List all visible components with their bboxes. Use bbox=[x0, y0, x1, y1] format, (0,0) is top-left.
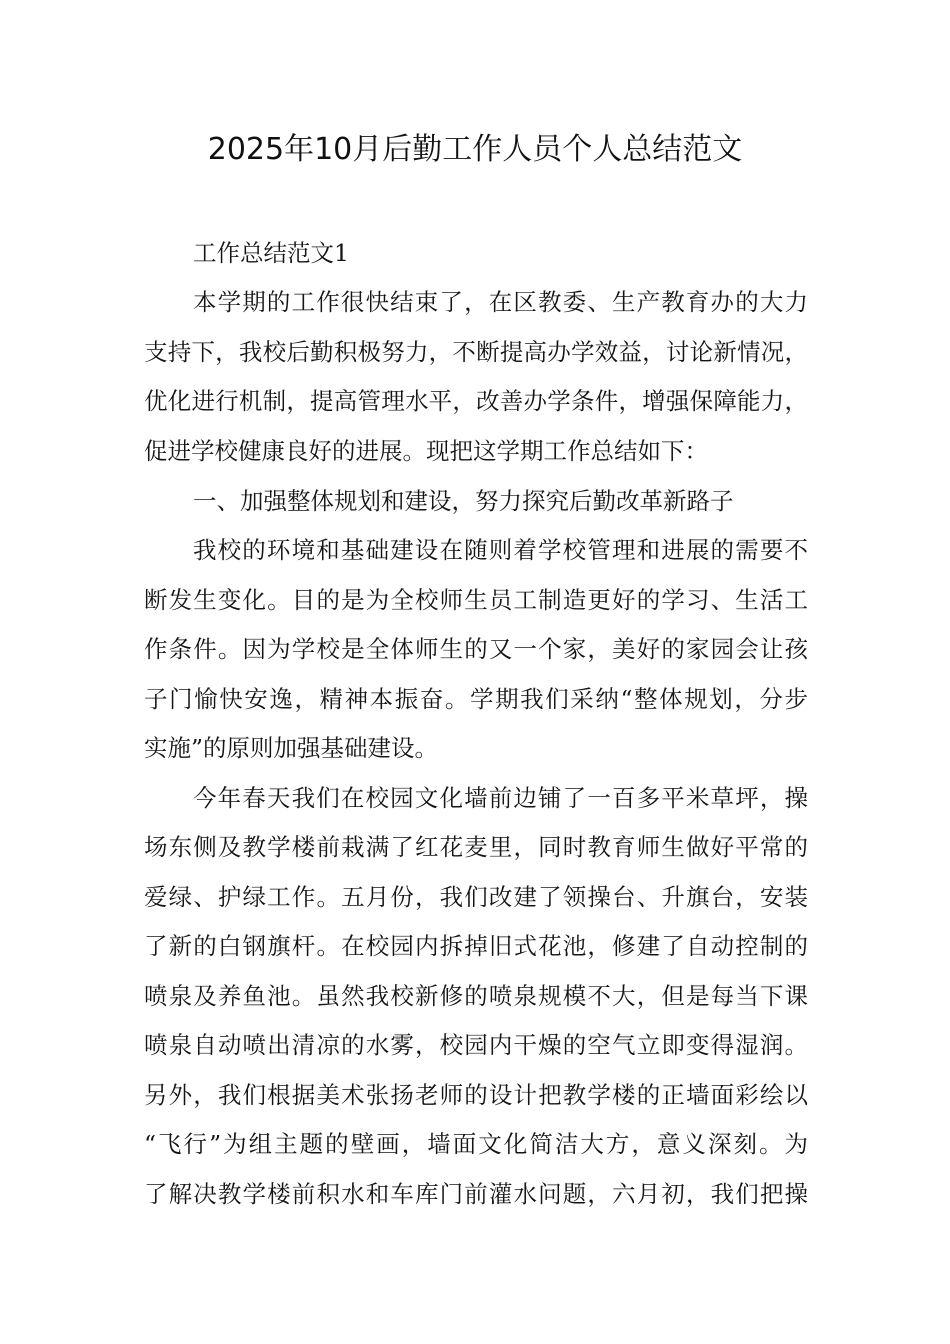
subheading: 一、加强整体规划和建设，努力探究后勤改革新路子 bbox=[193, 487, 734, 515]
paragraph-line: 另外，我们根据美术张扬老师的设计把教学楼的正墙面彩绘以 bbox=[144, 1081, 808, 1109]
paragraph-line: 作条件。因为学校是全体师生的又一个家，美好的家园会让孩 bbox=[144, 635, 808, 663]
paragraph-line: 喷泉及养鱼池。虽然我校新修的喷泉规模不大，但是每当下课 bbox=[144, 982, 808, 1010]
paragraph-line: 实施”的原则加强基础建设。 bbox=[144, 734, 439, 762]
section-heading: 工作总结范文1 bbox=[193, 239, 349, 267]
paragraph-line: 本学期的工作很快结束了，在区教委、生产教育办的大力 bbox=[193, 288, 808, 316]
paragraph-line: 子门愉快安逸，精神本振奋。学期我们采纳“整体规划，分步 bbox=[144, 685, 808, 713]
paragraph-line: 优化进行机制，提高管理水平，改善办学条件，增强保障能力， bbox=[144, 387, 808, 415]
paragraph-line: 我校的环境和基础建设在随则着学校管理和进展的需要不 bbox=[193, 536, 808, 564]
paragraph-line: 促进学校健康良好的进展。现把这学期工作总结如下： bbox=[144, 437, 708, 465]
paragraph-line: 爱绿、护绿工作。五月份，我们改建了领操台、升旗台，安装 bbox=[144, 883, 808, 911]
paragraph-line: “飞行”为组主题的壁画，墙面文化简洁大方，意义深刻。为 bbox=[144, 1130, 808, 1158]
paragraph-line: 喷泉自动喷出清凉的水雾，校园内干燥的空气立即变得湿润。 bbox=[144, 1031, 808, 1059]
paragraph-line: 今年春天我们在校园文化墙前边铺了一百多平米草坪，操 bbox=[193, 784, 808, 812]
paragraph-line: 断发生变化。目的是为全校师生员工制造更好的学习、生活工 bbox=[144, 586, 808, 614]
paragraph-line: 场东侧及教学楼前栽满了红花麦里，同时教育师生做好平常的 bbox=[144, 833, 808, 861]
paragraph-line: 了解决教学楼前积水和车库门前灌水问题，六月初，我们把操 bbox=[144, 1180, 808, 1208]
document-title: 2025年10月后勤工作人员个人总结范文 bbox=[207, 132, 743, 167]
paragraph-line: 支持下，我校后勤积极努力，不断提高办学效益，讨论新情况， bbox=[144, 338, 808, 366]
paragraph-line: 了新的白钢旗杆。在校园内拆掉旧式花池，修建了自动控制的 bbox=[144, 932, 808, 960]
